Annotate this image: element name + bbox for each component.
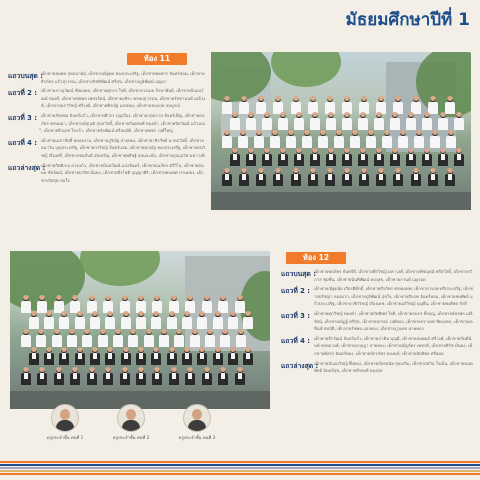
student-figure bbox=[36, 367, 48, 385]
student-figure bbox=[219, 329, 231, 347]
student-figure bbox=[181, 347, 193, 365]
row-names: เด็กชายธีรวัฒน์ จันทร์แก้ว, เด็กชายภาคิน บุญมี, เด็กชายธนพนธ์ ศรีวงศ์, เด็กชายกันตินันท์ พรหมวงศ์, เด็กชายกฤษฎา สายทอง, เด็กชายณัฐภัทร เพชรดี, เด็กชายศิวัช มั่นคง, เด็กชายพัสกร อินทร์ทอง, เด็กชายจักรภัทร ทองแท้, เด็กชายอิทธิพล ศรีอ่อน bbox=[314, 335, 473, 356]
student-figure bbox=[421, 112, 433, 130]
student-figure bbox=[201, 367, 213, 385]
footer-stripe bbox=[0, 470, 480, 472]
student-figure bbox=[150, 311, 162, 329]
room-12-row-5 bbox=[281, 360, 474, 375]
row-label: แถวที่ 3 : bbox=[281, 311, 310, 320]
student-figure bbox=[357, 148, 369, 166]
student-figure bbox=[309, 112, 321, 130]
teacher-portrait bbox=[99, 404, 163, 441]
student-figure bbox=[309, 148, 321, 166]
student-figure bbox=[196, 347, 208, 365]
student-figure bbox=[341, 148, 353, 166]
row-names: เด็กชายปัณณวิชญ์ พึ่งทอง, เด็กชายภัทรดนัย สุขเสริม, เด็กชายชวิน ใจเย็น, เด็กชายนนทพัทธ์ อินทร์สุข, เด็กชายธีรพงศ์ ทองสุข bbox=[314, 360, 473, 374]
student-figure bbox=[445, 130, 457, 148]
room-11-row-5 bbox=[8, 162, 206, 185]
student-figure bbox=[127, 329, 139, 347]
student-figure bbox=[143, 329, 155, 347]
student-figure bbox=[325, 148, 337, 166]
student-figure bbox=[235, 329, 247, 347]
student-figure bbox=[189, 329, 201, 347]
room-11-tag: ห้อง 11 bbox=[127, 53, 187, 65]
student-figure bbox=[212, 347, 224, 365]
row-label: แถวที่ 4 : bbox=[8, 138, 37, 147]
student-figure bbox=[89, 347, 101, 365]
student-figure bbox=[221, 130, 233, 148]
student-figure bbox=[437, 148, 449, 166]
student-figure bbox=[285, 130, 297, 148]
student-figure bbox=[341, 112, 353, 130]
student-figure bbox=[112, 329, 124, 347]
student-figure bbox=[245, 148, 257, 166]
page-title: มัธยมศึกษาปีที่ 1 bbox=[345, 10, 470, 30]
student-figure bbox=[272, 168, 284, 186]
student-figure bbox=[453, 148, 465, 166]
room-12-row-1 bbox=[281, 268, 474, 283]
student-figure bbox=[69, 367, 81, 385]
homeroom-teachers bbox=[33, 404, 233, 446]
student-figure bbox=[261, 112, 273, 130]
room-11-names bbox=[8, 70, 206, 186]
row-label: แถวล่างสุด : bbox=[8, 163, 46, 172]
row-label: แถวที่ 4 : bbox=[281, 336, 310, 345]
student-figure bbox=[427, 168, 439, 186]
student-figure bbox=[405, 112, 417, 130]
student-figure bbox=[238, 168, 250, 186]
student-figure bbox=[349, 130, 361, 148]
student-figure bbox=[35, 329, 47, 347]
student-figure bbox=[204, 329, 216, 347]
student-figure bbox=[389, 112, 401, 130]
room-11-row-2 bbox=[8, 87, 206, 110]
row-names: เด็กชายธนพล สุขอนามัย, เด็กชายณัฐพล ทองประเสริฐ, เด็กชายพงศกร จันทร์หอม, เด็กชายธีรภัทร แก้วสุวรรณ, เด็กชายกิตติพัฒน์ ศรีสุข, เด็กชายภูมิพัฒน์ บุญมา bbox=[41, 71, 205, 84]
row-names: เด็กชายภาณุวัฒน์ ชัยมงคล, เด็กชายศุภกร ใจดี, เด็กชายวรเมธ รักษาพันธ์, เด็กชายปัณณวัฒน์ ทองดี, เด็กชายชยพล เพชรรัตน์, เด็กชายอชิระ พรหมสุวรรณ, เด็กชายรัชชานนท์ มณีวงศ์, เด็กชายนราวิชญ์ ศรีวงศ์, เด็กชายพีรณัฐ แสงทอง, เด็กชายธนกฤต สมบูรณ์ bbox=[41, 88, 206, 109]
row-label: แถวที่ 2 : bbox=[281, 287, 310, 296]
row-names: เด็กชายภัทรพล อินทร์แก้ว, เด็กชายศิวกร บุญเรือง, เด็กชายกฤตภาส จันทร์เพ็ญ, เด็กชายธนภัทร พรหมมา, เด็กชายณัฐวุฒิ สุขสวัสดิ์, เด็กชายกันตพงศ์ ทองคำ, เด็กชายปิยวัฒน์ แก้วมณี, เด็กชายธีรเดช ใจกล้า, เด็กชายจิรพัฒน์ ศรีสมบัติ, เด็กชายพชร วงศ์ใหญ่ bbox=[41, 112, 206, 134]
room-12-class-photo bbox=[10, 251, 270, 409]
student-figure bbox=[58, 347, 70, 365]
student-figure bbox=[358, 168, 370, 186]
student-figure bbox=[397, 130, 409, 148]
student-figure bbox=[135, 367, 147, 385]
student-figure bbox=[237, 130, 249, 148]
student-figure bbox=[20, 367, 32, 385]
student-figure bbox=[429, 130, 441, 148]
student-figure bbox=[120, 347, 132, 365]
student-figure bbox=[333, 130, 345, 148]
student-figure bbox=[119, 367, 131, 385]
student-figure bbox=[269, 130, 281, 148]
student-figure bbox=[51, 329, 63, 347]
student-figure bbox=[277, 112, 289, 130]
footer-stripe bbox=[0, 464, 480, 466]
student-figure bbox=[405, 148, 417, 166]
student-figure bbox=[28, 311, 40, 329]
student-figure bbox=[120, 311, 132, 329]
student-figure bbox=[217, 367, 229, 385]
row-label: แถวที่ 2 : bbox=[8, 89, 37, 98]
student-figure bbox=[389, 148, 401, 166]
student-figure bbox=[212, 311, 224, 329]
room-11-row-1 bbox=[8, 70, 206, 85]
footer-stripes bbox=[0, 460, 480, 480]
student-figure bbox=[365, 130, 377, 148]
student-figure bbox=[74, 347, 86, 365]
student-figure bbox=[89, 311, 101, 329]
student-figure bbox=[168, 367, 180, 385]
teacher-name: ครูประจำชั้น คนที่ 3 bbox=[178, 435, 216, 440]
footer-stripe bbox=[0, 461, 480, 463]
student-figure bbox=[413, 130, 425, 148]
student-figure bbox=[255, 168, 267, 186]
student-figure bbox=[453, 112, 465, 130]
student-figure bbox=[104, 347, 116, 365]
row-label: แถวที่ 3 : bbox=[8, 113, 37, 122]
student-figure bbox=[20, 329, 32, 347]
student-figure bbox=[184, 367, 196, 385]
student-figure bbox=[86, 367, 98, 385]
student-figure bbox=[325, 112, 337, 130]
row-names: เด็กชายเมธาสิทธิ์ พลอยงาม, เด็กชายภูริณัฐ สายทอง, เด็กชายวชิรวิทย์ นาคสวัสดิ์, เด็กชายอนาวิน บุญประเสริฐ, เด็กชายกรวิชญ์ จันทร์แจ่ม, เด็กชายศุภณัฐ ทองประเสริฐ, เด็กชายธนวิชญ์ เรืองศรี, เด็กชายชนกันต์ สุขเจริญ, เด็กชายพสิษฐ์ อ่อนละมัย, เด็กชายปุณณวิช มหาวงศ์ bbox=[41, 137, 206, 158]
student-figure bbox=[307, 168, 319, 186]
student-figure bbox=[97, 329, 109, 347]
student-figure bbox=[74, 311, 86, 329]
student-figure bbox=[373, 148, 385, 166]
student-figure bbox=[229, 148, 241, 166]
footer-stripe bbox=[0, 473, 480, 475]
student-figure bbox=[53, 367, 65, 385]
student-figure bbox=[166, 347, 178, 365]
row-label: แถวล่างสุด : bbox=[281, 361, 319, 370]
student-figure bbox=[173, 329, 185, 347]
student-figure bbox=[181, 311, 193, 329]
student-figure bbox=[421, 148, 433, 166]
student-figure bbox=[234, 367, 246, 385]
student-figure bbox=[293, 148, 305, 166]
student-figure bbox=[102, 367, 114, 385]
student-figure bbox=[381, 130, 393, 148]
teacher-photo bbox=[117, 404, 145, 432]
student-figure bbox=[81, 329, 93, 347]
row-names: เด็กชายกิตติภณ ดวงแก้ว, เด็กชายนันทวัฒน์ แสงจันทร์, เด็กชายณภัทร ศรีวิไล, เด็กชายธนดล ชัยวัฒน์, เด็กชายปวริศ มั่นคง, เด็กชายธีรโชติ บุญญาศิริ, เด็กชายคณพศ ปานทอง, เด็กชายวิศรุต สมใจ bbox=[41, 162, 204, 183]
student-figure bbox=[324, 168, 336, 186]
student-figure bbox=[242, 347, 254, 365]
student-figure bbox=[277, 148, 289, 166]
room-11-row-4 bbox=[8, 137, 206, 160]
student-figure bbox=[444, 168, 456, 186]
student-figure bbox=[66, 329, 78, 347]
teacher-portrait bbox=[165, 404, 229, 441]
room-11-class-photo bbox=[211, 52, 471, 210]
student-figure bbox=[392, 168, 404, 186]
row-names: เด็กชายศุภวิชญ์ ทองคำ, เด็กชายกิตติพศ ใจดี, เด็กชายธนกร พึ่งบุญ, เด็กชายอัครพล มณีรัตน์, เด็กชายณัฏฐ์ ศรีสุข, เด็กชายปกรณ์ วงศ์ทอง, เด็กชายธราเทพ ชัยมงคล, เด็กชายเตชินท์ สมบัติ, เด็กชายรัชพล แสงทอง, เด็กชายภูวเดช นาคทอง bbox=[314, 310, 473, 332]
room-12-row-4 bbox=[281, 335, 474, 358]
student-figure bbox=[135, 347, 147, 365]
student-figure bbox=[245, 112, 257, 130]
student-figure bbox=[28, 347, 40, 365]
student-figure bbox=[158, 329, 170, 347]
room-12-row-2 bbox=[281, 285, 474, 308]
teacher-photo bbox=[51, 404, 79, 432]
student-figure bbox=[253, 130, 265, 148]
student-figure bbox=[261, 148, 273, 166]
student-figure bbox=[196, 311, 208, 329]
room-12-names bbox=[281, 268, 474, 377]
student-figure bbox=[242, 311, 254, 329]
row-label: แถวบนสุด : bbox=[8, 72, 43, 80]
teacher-name: ครูประจำชั้น คนที่ 1 bbox=[46, 435, 84, 440]
student-figure bbox=[58, 311, 70, 329]
student-figure bbox=[229, 112, 241, 130]
row-names: เด็กชายพลภัทร จันทร์ดี, เด็กชายพีรวิชญ์ มหาวงศ์, เด็กชายพิชญุตม์ ศรีสวัสดิ์, เด็กชายรวิภาส ชุ่มชื่น, เด็กชายนันทิพัฒน์ ทองสุข, เด็กชายกานต์ บุญรอด bbox=[314, 269, 473, 282]
student-figure bbox=[341, 168, 353, 186]
student-figure bbox=[227, 311, 239, 329]
student-figure bbox=[43, 311, 55, 329]
student-figure bbox=[166, 311, 178, 329]
room-11-row-3 bbox=[8, 112, 206, 135]
student-figure bbox=[43, 347, 55, 365]
teacher-name: ครูประจำชั้น คนที่ 2 bbox=[112, 435, 150, 440]
student-figure bbox=[227, 347, 239, 365]
student-figure bbox=[373, 112, 385, 130]
footer-stripe bbox=[0, 467, 480, 469]
room-12-tag: ห้อง 12 bbox=[286, 252, 346, 264]
student-figure bbox=[437, 112, 449, 130]
student-figure bbox=[375, 168, 387, 186]
student-figure bbox=[135, 311, 147, 329]
student-figure bbox=[357, 112, 369, 130]
teacher-photo bbox=[183, 404, 211, 432]
student-figure bbox=[151, 367, 163, 385]
student-figure bbox=[104, 311, 116, 329]
student-figure bbox=[301, 130, 313, 148]
student-figure bbox=[221, 168, 233, 186]
student-figure bbox=[410, 168, 422, 186]
student-figure bbox=[317, 130, 329, 148]
teacher-portrait bbox=[33, 404, 97, 441]
row-label: แถวบนสุด : bbox=[281, 270, 316, 278]
row-names: เด็กชายณัฐดนัย เกียรติศักดิ์, เด็กชายธีรภัทร พรหมเทพ, เด็กชายวรภพ ศรีประเสริฐ, เด็กชายปรัชญา ทองมาก, เด็กชายภูริพัฒน์ สุขใจ, เด็กชายสิรภพ จันทร์หอม, เด็กชายชยพัทธ์ แก้วประเสริฐ, เด็กชายวชิรวิชญ์ เรืองเดช, เด็กชายอภิวิชญ์ บุญยืน, เด็กชายพงศ์พล รักดี bbox=[314, 286, 473, 307]
student-figure bbox=[293, 112, 305, 130]
student-figure bbox=[290, 168, 302, 186]
room-12-row-3 bbox=[281, 310, 474, 333]
student-figure bbox=[150, 347, 162, 365]
